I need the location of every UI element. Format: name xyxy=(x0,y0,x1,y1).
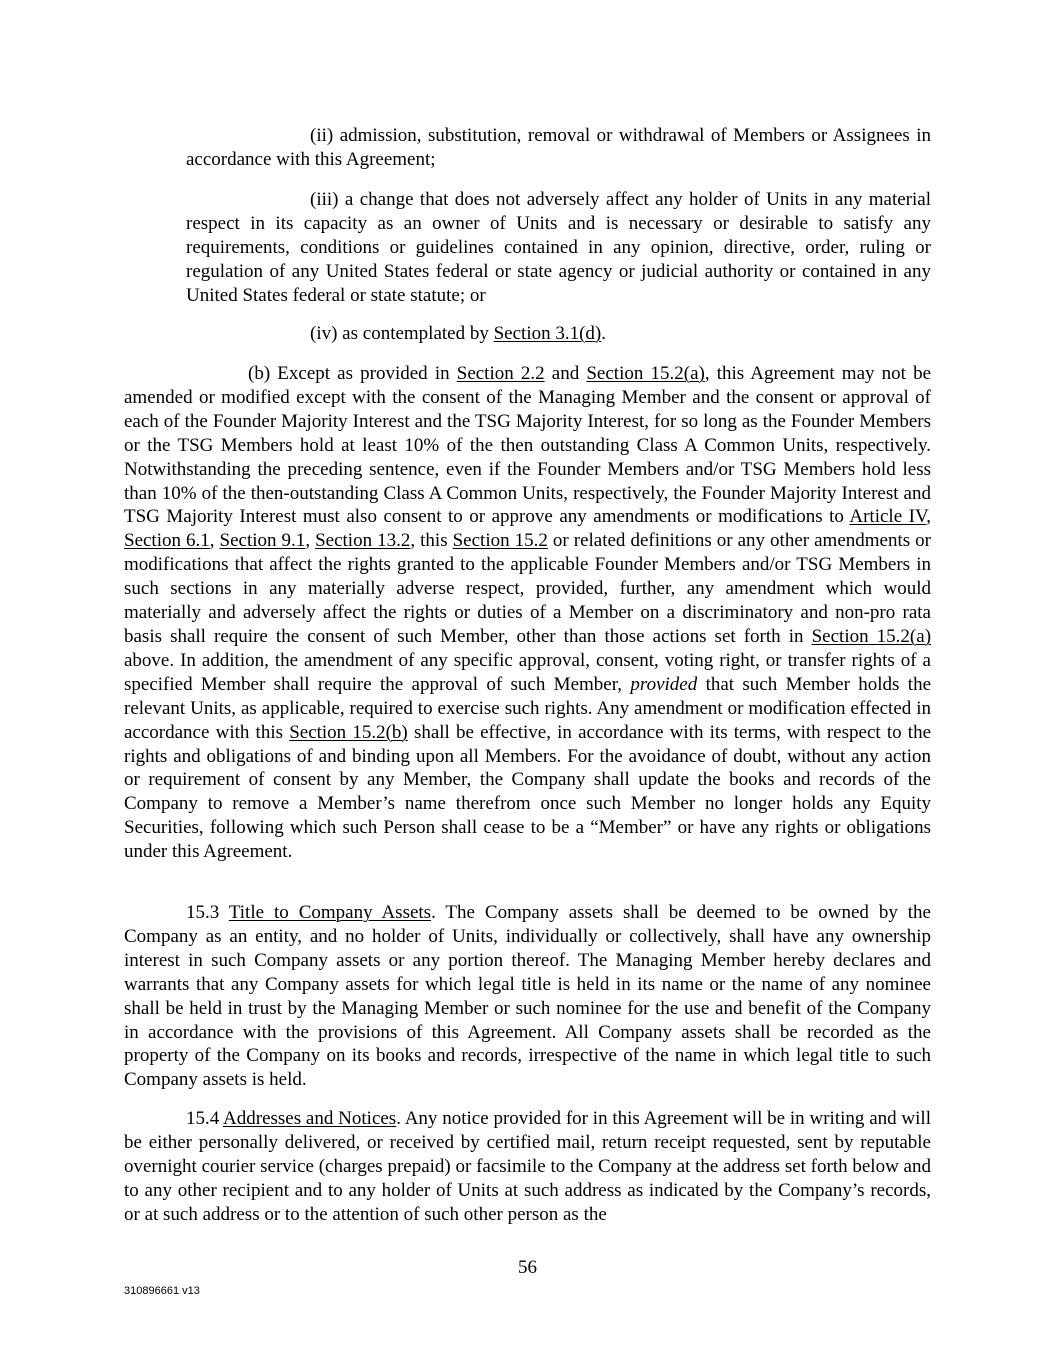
section-15-3-heading: Title to Company Assets xyxy=(228,902,432,923)
section-2-2-reference: Section 2.2 xyxy=(456,363,545,384)
clause-b-text-4: , xyxy=(926,506,931,528)
paragraph-section-15-4 xyxy=(124,1107,931,1227)
paragraph-section-15-3 xyxy=(124,901,931,1092)
clause-b-text-10: that such Member holds the relevant Units, as applicable, required to exercise such rights. Any amendment or modification effected in accordance with this xyxy=(124,673,931,743)
section-15-4-number: 15.4 xyxy=(186,1108,224,1129)
section-15-3-number: 15.3 xyxy=(186,902,229,923)
clause-iv-end: . xyxy=(601,323,607,344)
clause-b-text-3: , this Agreement may not be amended or modified except with the consent of the Managing Member and the consent or approval of each of the Founder Majority Interest and the TSG Majority Interest, for so long as the Founder Members or the TSG Members hold at least 10% of the then outstanding Class A Common Units, respectively. Notwithstanding the preceding sentence, even if the Founder Members and/or TSG Members hold less than 10% of the then-outstanding Class A Common Units, respectively, the Founder Majority Interest and TSG Majority Interest must also consent to or approve any amendments or modifications to xyxy=(124,363,932,528)
provided-emphasis: provided xyxy=(630,673,698,695)
document-id: 310896661 v13 xyxy=(124,1285,200,1297)
section-6-1-reference: Section 6.1 xyxy=(124,530,210,552)
clause-b-text-11: shall be effective, in accordance with its terms, with respect to the rights and obligations of and binding upon all Members. For the avoidance of doubt, without any action or requirement of consent by any Member, the Company shall update the books and records of the Company to remove a Member’s name therefrom once such Member no longer holds any Equity Securities, following which such Person shall cease to be a “Member” or have any rights or obligations under this Agreement. xyxy=(124,721,931,863)
clause-b-text-2: and xyxy=(544,363,587,384)
section-15-4-heading: Addresses and Notices xyxy=(223,1108,397,1129)
clause-b-text-5: , xyxy=(209,530,220,552)
clause-b-text-7: , this xyxy=(410,530,453,552)
section-15-2-a-reference: Section 15.2(a) xyxy=(586,363,705,384)
section-9-1-reference: Section 9.1 xyxy=(219,530,306,552)
section-13-2-reference: Section 13.2 xyxy=(315,530,411,552)
clause-b-text-6: , xyxy=(305,530,316,552)
clause-iv-text: (iv) as contemplated by xyxy=(310,323,494,344)
section-3-1-d-reference: Section 3.1(d) xyxy=(493,323,602,344)
section-15-2-a-reference-2: Section 15.2(a) xyxy=(811,625,932,647)
article-iv-reference: Article IV xyxy=(849,506,927,528)
section-15-2-b-reference: Section 15.2(b) xyxy=(289,721,408,743)
section-15-2-reference: Section 15.2 xyxy=(452,530,548,552)
clause-b-text-1: (b) Except as provided in xyxy=(248,363,457,384)
section-15-3-text: . The Company assets shall be deemed to be owned by the Company as an entity, and no holder of Units, individually or collectively, shall have any ownership interest in such Company assets or any portion thereof. The Managing Member hereby declares and warrants that any Company assets for which legal title is held in its name or the name of any nominee shall be held in trust by the Managing Member or such nominee for the use and benefit of the Company in accordance with the provisions of this Agreement. All Company assets shall be recorded as the property of the Company on its books and records, irrespective of the name in which legal title to such Company assets is held. xyxy=(124,902,931,1091)
paragraph-clause-iii xyxy=(186,188,931,308)
clause-b-text-8: or related definitions or any other amendments or modifications that affect the rights granted to the applicable Founder Members and/or TSG Members in such sections in any materially adverse respect, provided, further, any amendment which would materially and adversely affect the rights or duties of a Member on a discriminatory and non-pro rata basis shall require the consent of such Member, other than those actions set forth in xyxy=(124,530,931,647)
clause-b-text-9: above. In addition, the amendment of any specific approval, consent, voting right, or transfer rights of a specified Member shall require the approval of such Member, xyxy=(124,649,931,695)
paragraph-clause-iv xyxy=(186,322,931,346)
page-number: 56 xyxy=(518,1257,537,1278)
section-15-4-text: . Any notice provided for in this Agreement will be in writing and will be either personally delivered, or received by certified mail, return receipt requested, sent by reputable overnight courier service (charges prepaid) or facsimile to the Company at the address set forth below and to any other recipient and to any holder of Units at such address as indicated by the Company’s records, or at such address or to the attention of such other person as the xyxy=(124,1108,931,1225)
paragraph-clause-b xyxy=(124,362,931,864)
clause-ii-text: (ii) admission, substitution, removal or withdrawal of Members or Assignees in accordance with this Agreement; xyxy=(186,125,931,170)
paragraph-clause-ii xyxy=(186,124,931,172)
clause-iii-text: (iii) a change that does not adversely affect any holder of Units in any material respect in its capacity as an owner of Units and is necessary or desirable to satisfy any requirements, conditions or guidelines contained in any opinion, directive, order, ruling or regulation of any United States federal or state agency or judicial authority or contained in any United States federal or state statute; or xyxy=(186,189,931,306)
